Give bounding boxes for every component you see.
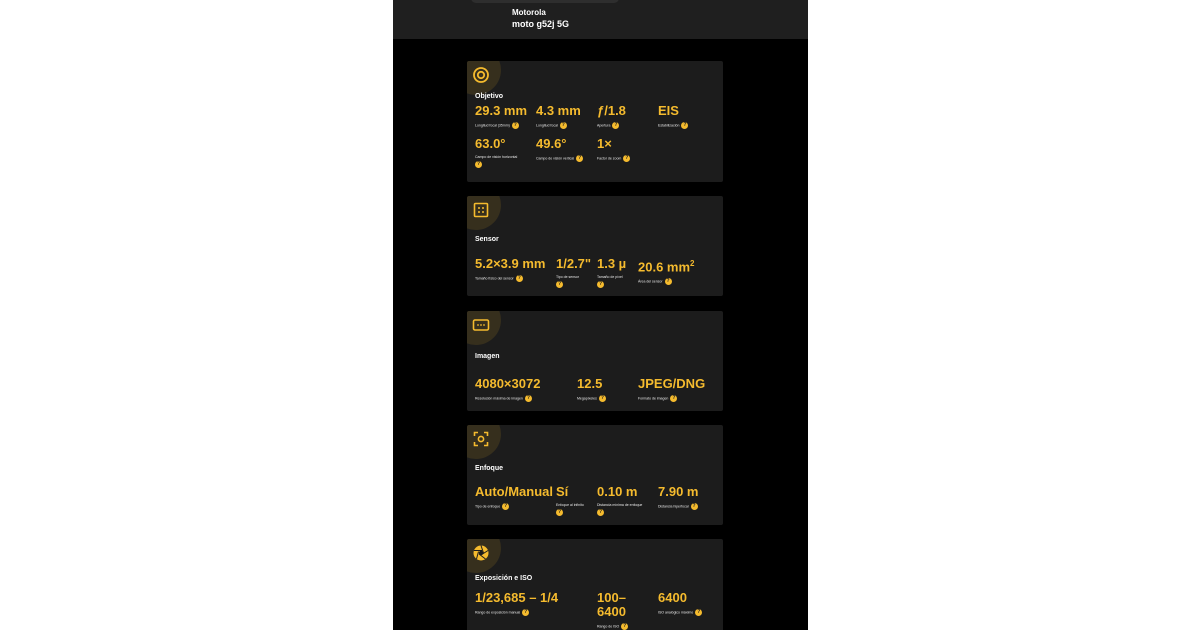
help-icon[interactable]: ? bbox=[561, 122, 565, 128]
help-icon[interactable]: ? bbox=[672, 395, 676, 401]
help-icon[interactable]: ? bbox=[598, 509, 603, 515]
spec-fov-vertical: 49.6° Campo de visión vertical ? bbox=[536, 136, 582, 161]
card-objetivo bbox=[467, 61, 723, 182]
help-icon[interactable]: ? bbox=[557, 509, 562, 515]
card-exposicion-iso bbox=[467, 539, 723, 630]
help-icon[interactable]: ? bbox=[598, 281, 603, 287]
card-sensor bbox=[467, 196, 723, 296]
card-enfoque bbox=[467, 425, 723, 525]
spec-focal-35mm: 29.3 mm Longitud focal (35mm) ? bbox=[475, 103, 528, 128]
help-icon[interactable]: ? bbox=[697, 609, 701, 615]
help-icon[interactable]: ? bbox=[625, 155, 629, 161]
spec-aperture: ƒ/1.8 Apertura ? bbox=[597, 103, 626, 128]
device-model: moto g52j 5G bbox=[512, 19, 570, 29]
card-title: Enfoque bbox=[475, 465, 503, 472]
aperture-icon bbox=[471, 543, 491, 563]
device-brand: Motorola bbox=[512, 8, 546, 17]
help-icon[interactable]: ? bbox=[683, 122, 687, 128]
image-icon bbox=[471, 315, 491, 335]
spec-exposure-range: 1/23,685 – 1/4 Rango de exposición manual ? bbox=[475, 590, 559, 615]
help-icon[interactable]: ? bbox=[517, 275, 521, 281]
spec-max-analog-iso: 6400 ISO analógico máximo ? bbox=[658, 590, 701, 615]
device-header bbox=[393, 0, 808, 39]
spec-infinity-focus: Sí Enfoque al infinito ? bbox=[556, 484, 584, 515]
spec-image-format: JPEG/DNG Formato de imagen ? bbox=[638, 376, 706, 401]
spec-iso-range: 100–6400 Rango de ISO ? bbox=[597, 590, 627, 629]
help-icon[interactable]: ? bbox=[526, 395, 530, 401]
card-title: Exposición e ISO bbox=[475, 575, 533, 582]
search-bar-edge[interactable] bbox=[471, 0, 619, 3]
spec-zoom: 1× Factor de zoom ? bbox=[597, 136, 629, 161]
help-icon[interactable]: ? bbox=[513, 122, 517, 128]
spec-megapixels: 12.5 Megapíxeles ? bbox=[577, 376, 604, 401]
help-icon[interactable]: ? bbox=[557, 281, 562, 287]
spec-sensor-type: 1/2.7" Tipo de sensor ? bbox=[556, 256, 592, 287]
help-icon[interactable]: ? bbox=[476, 161, 481, 167]
spec-max-resolution: 4080×3072 Resolución máxima de imagen ? bbox=[475, 376, 541, 401]
spec-min-focus-distance: 0.10 m Distancia mínima de enfoque ? bbox=[597, 484, 643, 515]
phone-screen bbox=[393, 0, 808, 630]
spec-focal: 4.3 mm Longitud focal ? bbox=[536, 103, 581, 128]
spec-sensor-size: 5.2×3.9 mm Tamaño físico del sensor ? bbox=[475, 256, 546, 281]
card-imagen bbox=[467, 311, 723, 411]
sensor-icon bbox=[471, 200, 491, 220]
spec-sensor-area: 20.6 $mm^2$ Área del sensor ? bbox=[638, 259, 695, 285]
card-title: Sensor bbox=[475, 236, 499, 243]
spec-stabilization: EIS Estabilización ? bbox=[658, 103, 687, 128]
help-icon[interactable]: ? bbox=[623, 623, 627, 629]
card-title: Imagen bbox=[475, 353, 500, 360]
help-icon[interactable]: ? bbox=[600, 395, 604, 401]
help-icon[interactable]: ? bbox=[614, 122, 618, 128]
help-icon[interactable]: ? bbox=[504, 503, 508, 509]
help-icon[interactable]: ? bbox=[578, 155, 582, 161]
help-icon[interactable]: ? bbox=[524, 609, 528, 615]
spec-fov-horizontal: 63.0° Campo de visión horizontal ? bbox=[475, 136, 518, 167]
help-icon[interactable]: ? bbox=[666, 278, 670, 285]
help-icon[interactable]: ? bbox=[692, 503, 696, 509]
spec-pixel-size: 1.3 µ Tamaño de píxel ? bbox=[597, 256, 627, 287]
lens-icon bbox=[471, 65, 491, 85]
spec-hyperfocal: 7.90 m Distancia hiperfocal ? bbox=[658, 484, 699, 509]
spec-focus-type: Auto/Manual Tipo de enfoque ? bbox=[475, 484, 553, 509]
card-title: Objetivo bbox=[475, 93, 504, 100]
focus-icon bbox=[471, 429, 491, 449]
